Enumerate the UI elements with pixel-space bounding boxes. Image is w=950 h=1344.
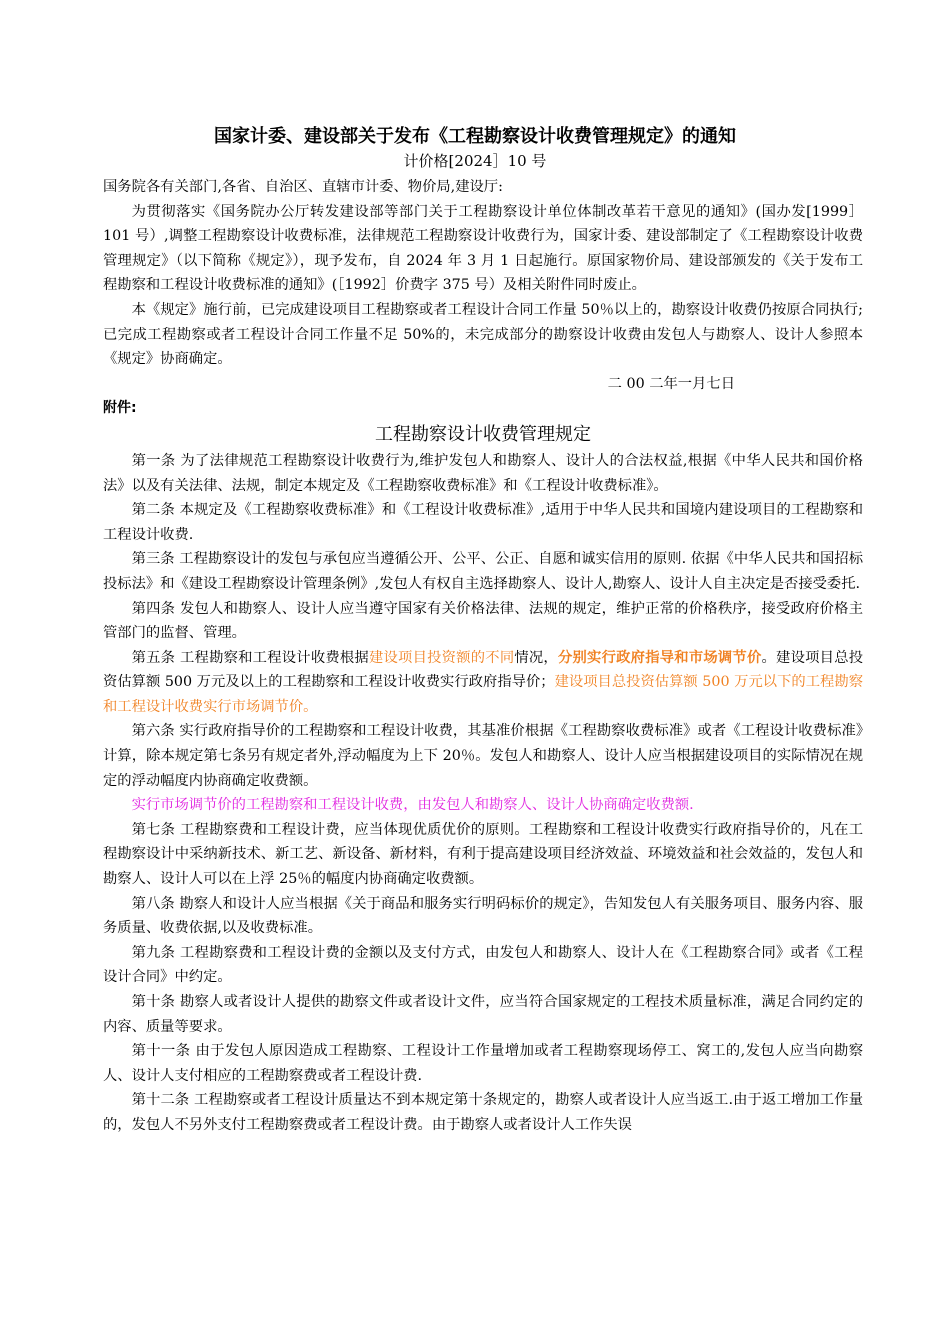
- document-number: 计价格[2024］10 号: [403, 152, 547, 170]
- article-11: 第十一条 由于发包人原因造成工程勘察、工程设计工作量增加或者工程勘察现场停工、窝工的,发包人应当向勘察人、设计人支付相应的工程勘察费或者工程设计费.: [103, 1043, 863, 1084]
- article-12: 第十二条 工程勘察或者工程设计质量达不到本规定第十条规定的，勘察人或者设计人应当返工.由于返工增加工作量的，发包人不另外支付工程勘察费或者工程设计费。由于勘察人或者设计人工作失误: [103, 1092, 863, 1133]
- attachment-title: 工程勘察设计收费管理规定: [375, 423, 591, 445]
- article-6: 第六条 实行政府指导价的工程勘察和工程设计收费，其基准价根据《工程勘察收费标准》或者《工程设计收费标准》计算，除本规定第七条另有规定者外,浮动幅度为上下 20％。发包人和勘察人、设计人应当根据建设项目的实际情况在规定的浮动幅度内协商确定收费额。: [103, 723, 863, 789]
- notice-paragraph-1: 为贯彻落实《国务院办公厅转发建设部等部门关于工程勘察设计单位体制改革若干意见的通知》(国办发[1999］101 号）,调整工程勘察设计收费标准，法律规范工程勘察设计收费行为，国家计委、建设部制定了《工程勘察设计收费管理规定》（以下简称《规定》），现予发布，自 2024 年 3 月 1 日起施行。原国家物价局、建设部颁发的《关于发布工程勘察和工程设计收费标准的通知》(［1992］价费字 375 号）及相关附件同时废止。: [103, 203, 863, 294]
- article-4: 第四条 发包人和勘察人、设计人应当遵守国家有关价格法律、法规的规定，维护正常的价格秩序，接受政府价格主管部门的监督、管理。: [103, 600, 863, 642]
- addressee: 国务院各有关部门,各省、自治区、直辖市计委、物价局,建设厅:: [103, 179, 503, 195]
- article-8: 第八条 勘察人和设计人应当根据《关于商品和服务实行明码标价的规定》，告知发包人有关服务项目、服务内容、服务质量、收费依据,以及收费标准。: [103, 895, 863, 937]
- article-5-highlight-market: 建设项目总投资估算额 500 万元以下的工程勘察和工程设计收费实行市场调节价。: [103, 674, 863, 715]
- article-5-text-a: 第五条 工程勘察和工程设计收费根据: [131, 649, 369, 666]
- article-9: 第九条 工程勘察费和工程设计费的金额以及支付方式，由发包人和勘察人、设计人在《工程勘察合同》或者《工程设计合同》中约定。: [103, 944, 863, 986]
- article-7: 第七条 工程勘察费和工程设计费，应当体现优质优价的原则。工程勘察和工程设计收费实行政府指导价的，凡在工程勘察设计中采纳新技术、新工艺、新设备、新材料，有利于提高建设项目经济效益、环境效益和社会效益的，发包人和勘察人、设计人可以在上浮 25％的幅度内协商确定收费额。: [103, 821, 863, 888]
- article-5-text-e: 。建设项目总投资估算额 500 万元及以上的工程勘察和工程设计收费实行政府指导价；: [103, 649, 864, 691]
- document-body: [103, 175, 863, 1138]
- article-3: 第三条 工程勘察设计的发包与承包应当遵循公开、公平、公正、自愿和诚实信用的原则. 依据《中华人民共和国招标投标法》和《建设工程勘察设计管理条例》,发包人有权自主选择勘察人、设计人,勘察人、设计人自主决定是否接受委托.: [103, 551, 863, 592]
- article-6-market-price: 实行市场调节价的工程勘察和工程设计收费，由发包人和勘察人、设计人协商确定收费额.: [131, 797, 694, 814]
- article-10: 第十条 勘察人或者设计人提供的勘察文件或者设计文件，应当符合国家规定的工程技术质量标准，满足合同约定的内容、质量等要求。: [103, 994, 863, 1035]
- article-5-text-c: 情况，: [514, 649, 558, 666]
- article-2: 第二条 本规定及《工程勘察收费标准》和《工程设计收费标准》,适用于中华人民共和国境内建设项目的工程勘察和工程设计收费.: [103, 502, 863, 543]
- article-5: [103, 646, 863, 720]
- article-1: 第一条 为了法律规范工程勘察设计收费行为,维护发包人和勘察人、设计人的合法权益,根据《中华人民共和国价格法》以及有关法律、法规，制定本规定及《工程勘察收费标准》和《工程设计收费标准》。: [103, 452, 863, 494]
- attachment-label: 附件:: [103, 400, 137, 417]
- signing-date: 二 00 二年一月七日: [607, 375, 735, 392]
- notice-paragraph-2: 本《规定》施行前，已完成建设项目工程勘察或者工程设计合同工作量 50％以上的，勘察设计收费仍按原合同执行; 已完成工程勘察或者工程设计合同工作量不足 50%的，未完成部分的勘察设计收费由发包人与勘察人、设计人参照本《规定》协商确定。: [103, 301, 863, 368]
- article-5-highlight-pricing: 分别实行政府指导和市场调节价: [557, 649, 762, 666]
- article-5-highlight-investment: 建设项目投资额的不同: [368, 649, 515, 666]
- notice-title: 国家计委、建设部关于发布《工程勘察设计收费管理规定》的通知: [214, 126, 736, 147]
